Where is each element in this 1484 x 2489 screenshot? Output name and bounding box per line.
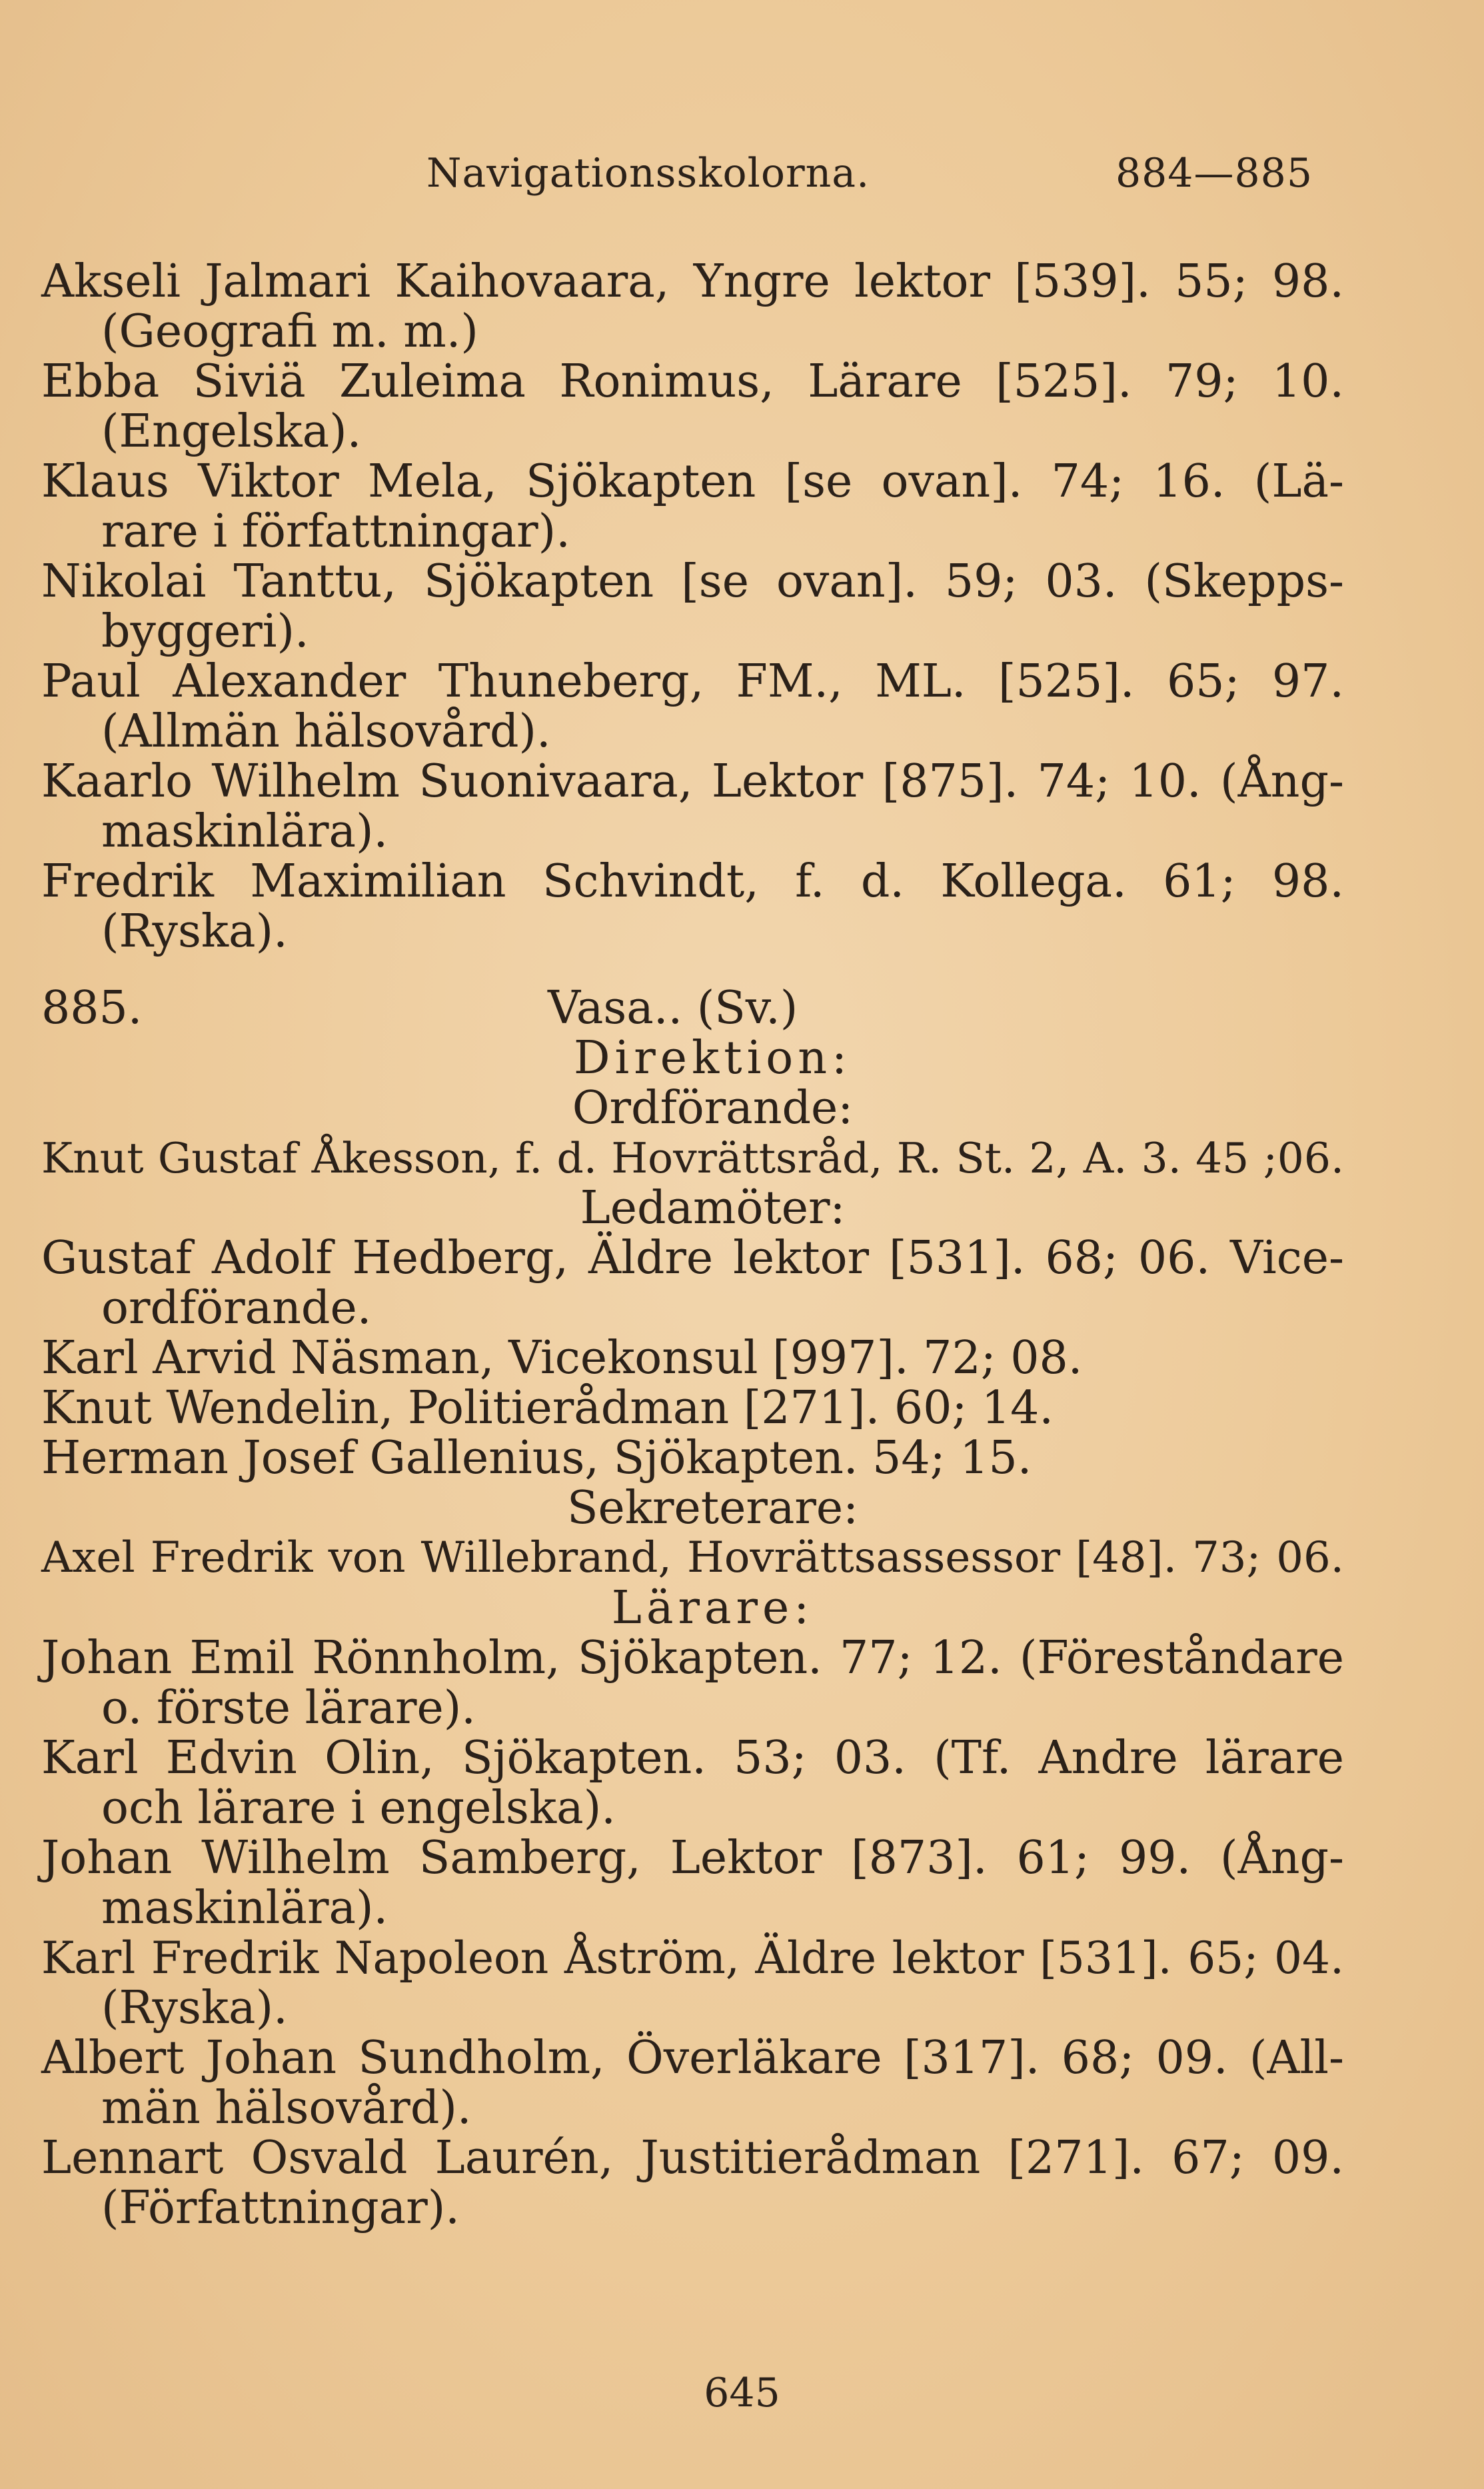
entry xyxy=(41,1533,1344,1583)
entry: Fredrik Maximilian Schvindt, f. d. Kollega. 61; 98. (Ryska). xyxy=(41,855,1344,958)
entry: Karl Edvin Olin, Sjökapten. 53; 03. (Tf. Andre lärare och lärare i engelska). xyxy=(41,1732,1344,1834)
entry: Klaus Viktor Mela, Sjökapten [se ovan]. 74; 16. (Lä- rare i författningar). xyxy=(41,455,1344,558)
entry: Albert Johan Sundholm, Överläkare [317]. 68; 09. (All- män hälsovård). xyxy=(41,2032,1344,2134)
larare-heading: Lärare: xyxy=(611,1582,814,1634)
entry: Karl Arvid Näsman, Vicekonsul [997]. 72; 08. xyxy=(41,1332,1083,1384)
body-text xyxy=(41,257,1344,2233)
ledamoter-heading: Ledamöter: xyxy=(580,1182,846,1235)
entry: Akseli Jalmari Kaihovaara, Yngre lektor [539]. 55; 98. (Geografi m. m.) xyxy=(41,255,1344,358)
entry: Herman Josef Gallenius, Sjökapten. 54; 15. xyxy=(41,1432,1032,1484)
running-head-range: 884—885 xyxy=(1115,150,1313,197)
section-header xyxy=(41,983,1344,1033)
ordforande-heading: Ordförande: xyxy=(572,1082,854,1135)
entry: Paul Alexander Thuneberg, FM., ML. [525]. 65; 97. (Allmän hälsovård). xyxy=(41,655,1344,758)
running-head xyxy=(426,150,1313,197)
section-gap xyxy=(41,957,1344,983)
page-number: 645 xyxy=(704,2370,780,2416)
entry: Gustaf Adolf Hedberg, Äldre lektor [531]. 68; 06. Vice- ordförande. xyxy=(41,1232,1344,1334)
entry xyxy=(41,1133,1344,1183)
section-number: 885. xyxy=(41,982,143,1035)
section-place: Vasa.. (Sv.) xyxy=(548,982,798,1035)
running-head-title: Navigationsskolorna. xyxy=(426,150,870,197)
entry: Karl Fredrik Napoleon Åström, Äldre lektor [531]. 65; 04. (Ryska). xyxy=(41,1932,1344,2034)
direktion-heading: Direktion: xyxy=(574,1032,852,1085)
entry: Johan Wilhelm Samberg, Lektor [873]. 61; 99. (Ång- maskinlära). xyxy=(41,1832,1344,1934)
sekreterare-entry: Axel Fredrik von Willebrand, Hovrättsassessor [48]. 73; 06. xyxy=(41,1533,1344,1582)
entry: Lennart Osvald Laurén, Justitierådman [271]. 67; 09. (Författningar). xyxy=(41,2132,1344,2234)
sekreterare-heading: Sekreterare: xyxy=(566,1482,859,1534)
entry: Nikolai Tanttu, Sjökapten [se ovan]. 59; 03. (Skepps- byggeri). xyxy=(41,555,1344,658)
entry: Johan Emil Rönnholm, Sjökapten. 77; 12. (Föreståndare o. förste lärare). xyxy=(41,1632,1344,1734)
entry: Knut Wendelin, Politierådman [271]. 60; 14. xyxy=(41,1382,1054,1434)
entry: Ebba Siviä Zuleima Ronimus, Lärare [525]. 79; 10. (Engelska). xyxy=(41,355,1344,458)
entry: Kaarlo Wilhelm Suonivaara, Lektor [875]. 74; 10. (Ång- maskinlära). xyxy=(41,755,1344,858)
ordforande-entry: Knut Gustaf Åkesson, f. d. Hovrättsråd, R. St. 2, A. 3. 45 ;06. xyxy=(41,1134,1344,1183)
